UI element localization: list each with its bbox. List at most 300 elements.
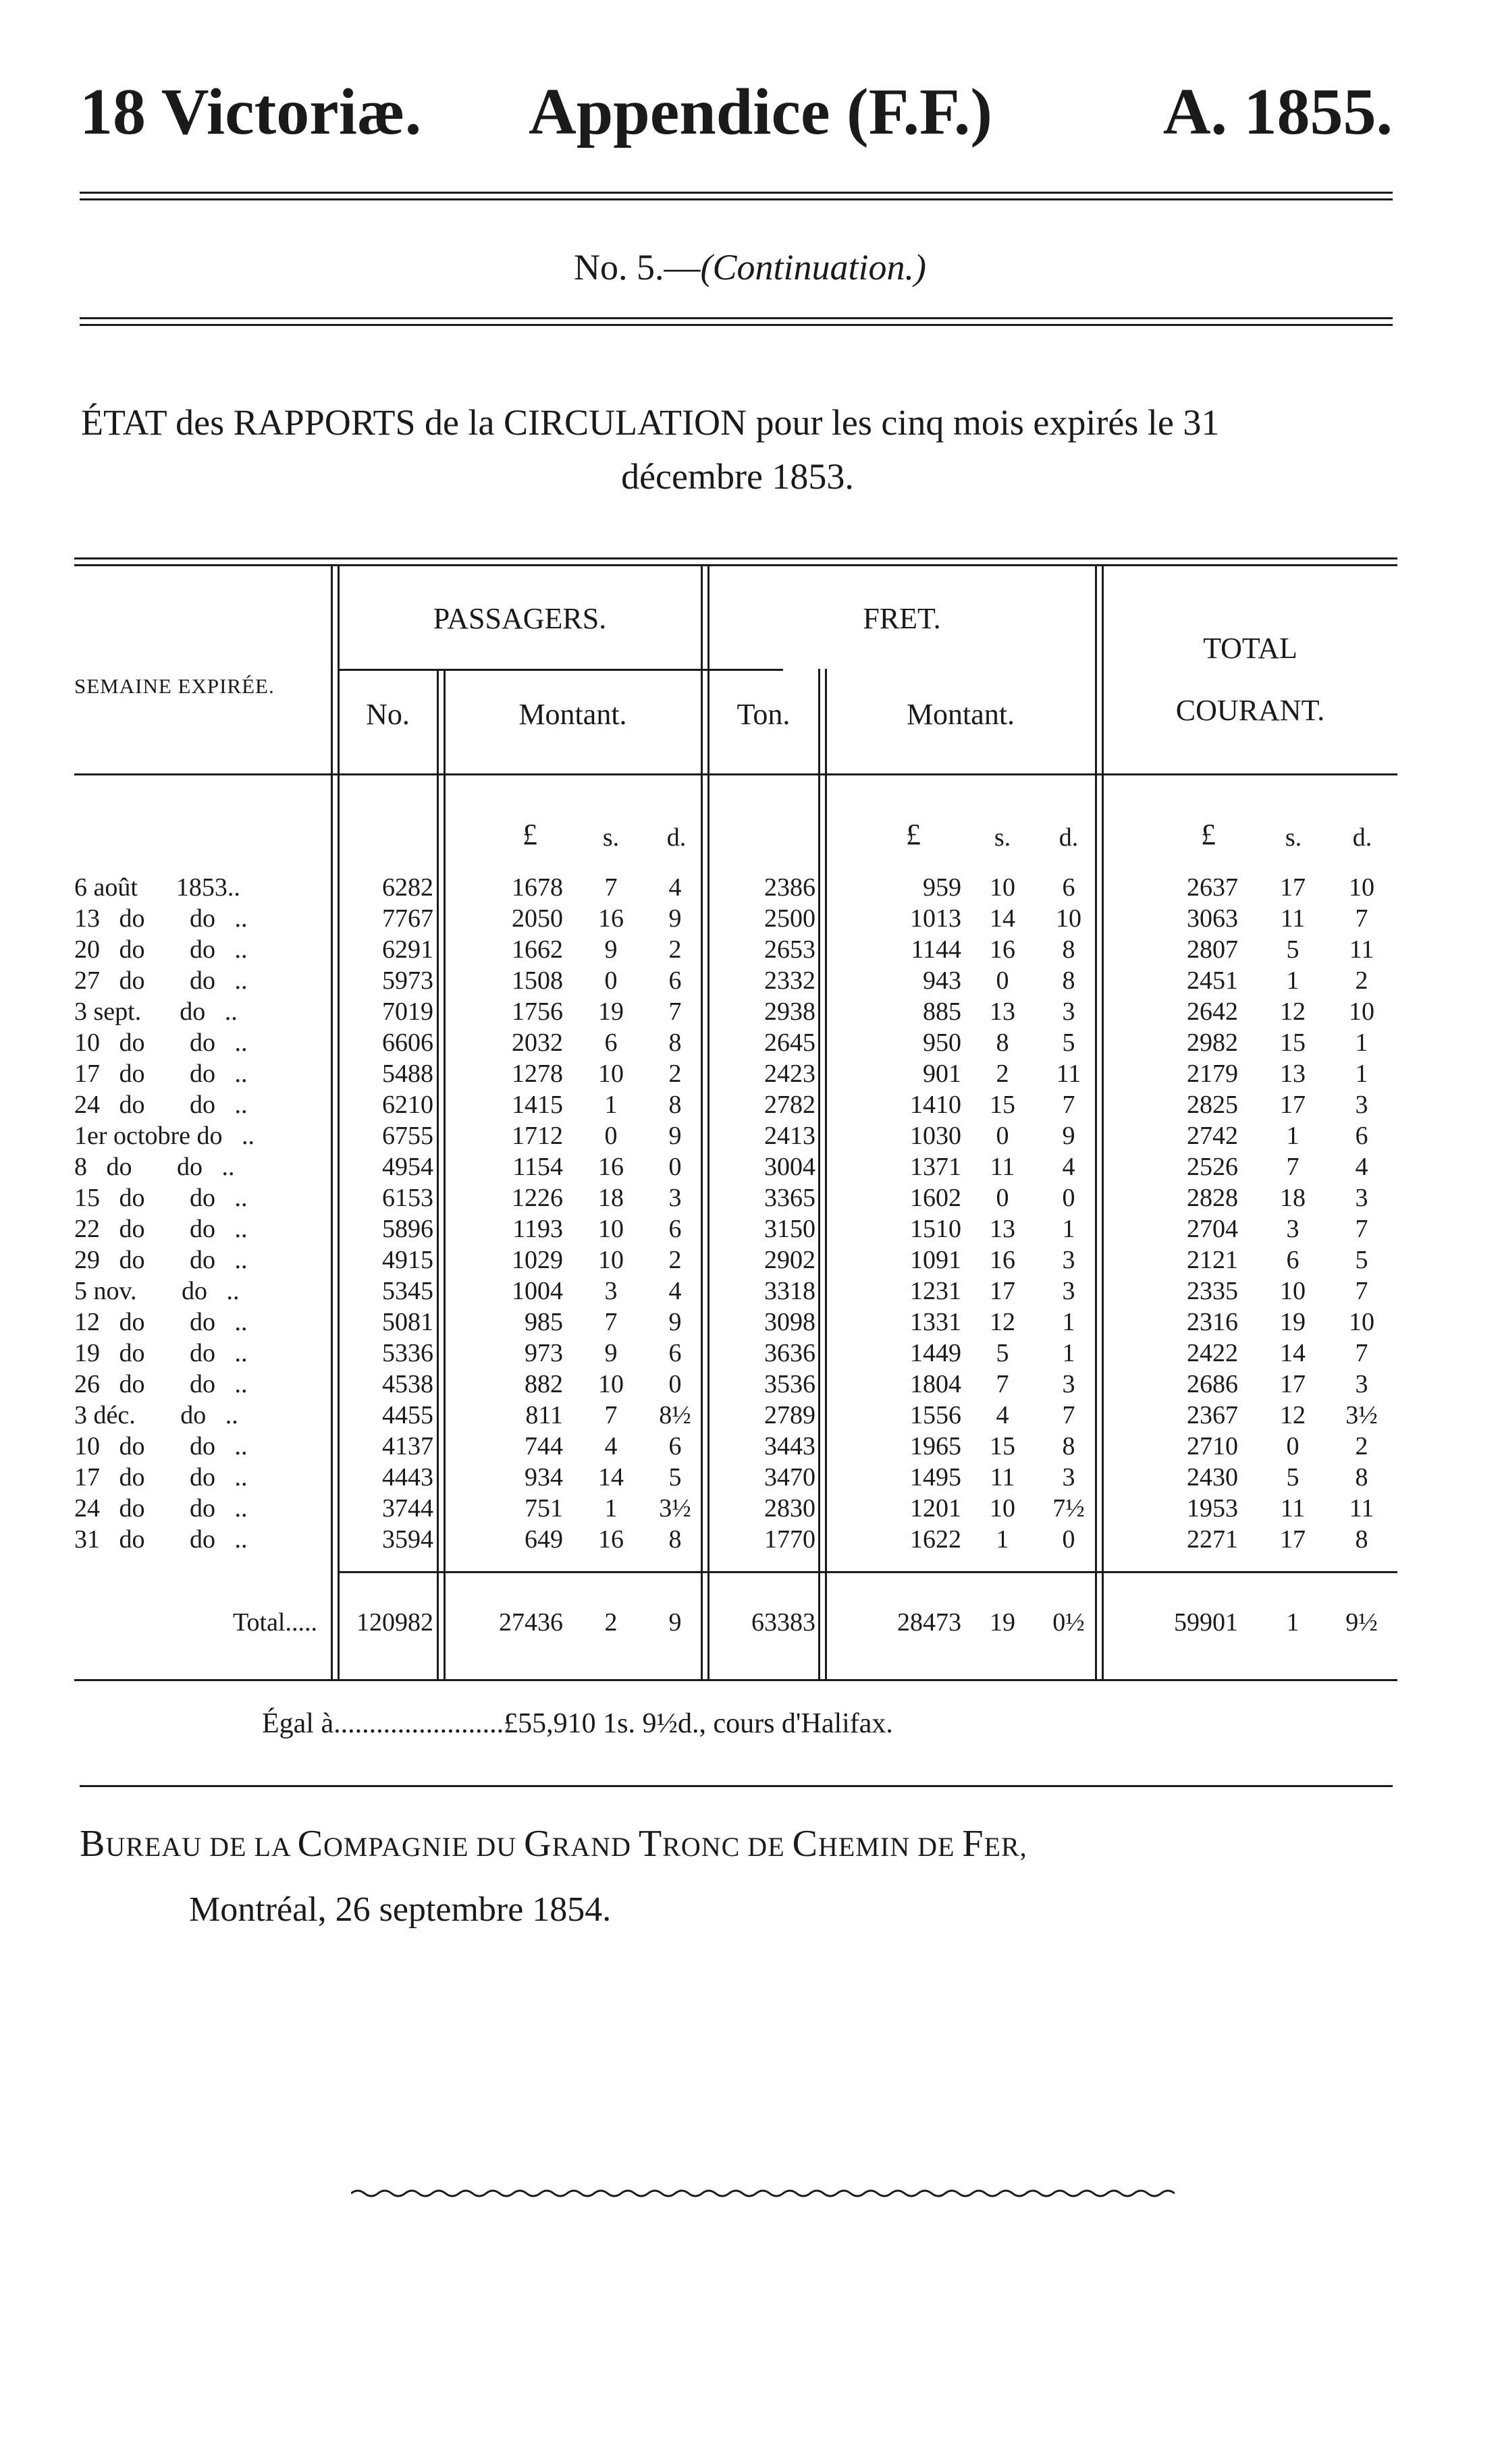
- table-row-t-l: 2121: [1187, 1246, 1238, 1274]
- table-row-f-l: 885: [923, 997, 961, 1026]
- table-row-f-s: 11: [990, 1153, 1015, 1181]
- office-initial-b: B: [80, 1823, 106, 1865]
- table-row-t-l: 2710: [1187, 1432, 1238, 1460]
- total-row-t-l: 59901: [1174, 1608, 1238, 1637]
- table-row-p-s: 10: [598, 1060, 624, 1088]
- table-row-f-l: 1331: [910, 1308, 961, 1336]
- table-row-week: 20 do do ..: [74, 935, 248, 964]
- total-row-f-l: 28473: [897, 1608, 961, 1637]
- table-row-p-l: 811: [525, 1401, 563, 1429]
- table-row-p-no: 3744: [382, 1494, 433, 1523]
- table-row-p-l: 2050: [512, 904, 563, 933]
- table-row-p-d: 8½: [659, 1401, 691, 1429]
- table-row-f-l: 901: [923, 1060, 961, 1088]
- table-row-f-l: 1602: [910, 1184, 961, 1212]
- table-row-f-ton: 3365: [764, 1184, 815, 1212]
- table-row-p-d: 2: [668, 1246, 682, 1274]
- table-row-t-d: 8: [1355, 1463, 1368, 1491]
- table-row-week: 13 do do ..: [74, 904, 248, 933]
- table-row-week: 29 do do ..: [74, 1246, 248, 1274]
- office-word-ompagnie-du: OMPAGNIE DU: [323, 1832, 525, 1862]
- unit-freight-pence: d.: [1059, 823, 1079, 852]
- header-rule-bottom: [80, 198, 1393, 200]
- table-row-t-l: 2742: [1187, 1122, 1238, 1150]
- table-row-week: 6 août 1853..: [74, 873, 240, 902]
- table-row-p-no: 5336: [382, 1339, 433, 1367]
- table-row-t-d: 2: [1355, 1432, 1368, 1460]
- col-header-week: SEMAINE EXPIRÉE.: [74, 674, 275, 698]
- table-row-week: 8 do do ..: [74, 1153, 235, 1181]
- table-row-t-l: 2422: [1187, 1339, 1238, 1367]
- table-row-p-d: 6: [668, 966, 682, 995]
- table-row-p-l: 649: [525, 1525, 563, 1554]
- table-row-t-s: 14: [1280, 1339, 1306, 1367]
- table-row-week: 27 do do ..: [74, 966, 248, 995]
- table-row-f-d: 1: [1062, 1308, 1075, 1336]
- table-row-f-d: 0: [1062, 1525, 1075, 1554]
- table-row-week: 3 sept. do ..: [74, 997, 238, 1026]
- table-row-f-ton: 2938: [764, 997, 815, 1026]
- table-row-t-s: 11: [1280, 1494, 1306, 1523]
- title-line-2: décembre 1853.: [621, 456, 854, 497]
- table-row-t-l: 2807: [1187, 935, 1238, 964]
- table-row-week: 24 do do ..: [74, 1494, 248, 1523]
- table-row-t-s: 12: [1280, 1401, 1306, 1429]
- table-row-p-no: 4443: [382, 1463, 433, 1491]
- table-row-p-d: 5: [668, 1463, 682, 1491]
- total-row-p-l: 27436: [499, 1608, 563, 1637]
- group-header-total-2: COURANT.: [1175, 694, 1325, 727]
- table-row-t-s: 17: [1280, 1091, 1306, 1119]
- table-row-week: 5 nov. do ..: [74, 1277, 240, 1305]
- table-row-f-l: 943: [923, 966, 961, 995]
- table-row-f-ton: 2782: [764, 1091, 815, 1119]
- table-row-f-s: 4: [996, 1401, 1009, 1429]
- closing-ornament: [351, 2185, 1175, 2201]
- header-year: A. 1855.: [1162, 76, 1393, 148]
- unit-total-pence: d.: [1352, 823, 1372, 852]
- table-row-p-no: 4538: [382, 1370, 433, 1398]
- table-rule-top-1: [74, 557, 1397, 559]
- total-row-t-d: 9½: [1345, 1608, 1378, 1637]
- table-row-p-l: 1678: [512, 873, 563, 902]
- table-row-p-l: 1756: [512, 997, 563, 1026]
- table-row-p-d: 0: [668, 1153, 682, 1181]
- table-row-f-l: 1449: [910, 1339, 961, 1367]
- table-row-t-l: 2828: [1187, 1184, 1238, 1212]
- table-row-f-d: 0: [1062, 1184, 1075, 1212]
- table-row-f-l: 1965: [910, 1432, 961, 1460]
- table-row-f-ton: 2423: [764, 1060, 815, 1088]
- vrule-pno-left: [437, 669, 439, 1679]
- table-row-f-l: 1144: [911, 935, 961, 964]
- equivalence-line: Égal à........................£55,910 1s. 9½d., cours d'Halifax.: [262, 1708, 893, 1739]
- table-row-f-s: 8: [996, 1029, 1009, 1057]
- office-word-ureau: UREAU: [105, 1832, 203, 1862]
- table-row-p-s: 14: [598, 1463, 624, 1491]
- table-row-f-d: 3: [1062, 1277, 1075, 1305]
- table-row-t-s: 0: [1286, 1432, 1300, 1460]
- table-row-p-no: 4954: [382, 1153, 433, 1181]
- number-rule-bottom: [80, 324, 1393, 326]
- office-initial-t: T: [638, 1823, 663, 1865]
- table-row-t-l: 3063: [1187, 904, 1238, 933]
- office-word-er: ER,: [984, 1832, 1027, 1862]
- table-row-p-s: 7: [604, 873, 618, 902]
- table-row-t-s: 3: [1286, 1215, 1300, 1243]
- table-row-p-d: 6: [668, 1215, 682, 1243]
- table-row-f-ton: 2386: [764, 873, 815, 902]
- unit-freight-pound: £: [906, 818, 921, 851]
- table-row-p-s: 0: [604, 1122, 618, 1150]
- table-row-p-s: 16: [598, 1525, 624, 1554]
- table-row-t-s: 7: [1286, 1153, 1300, 1181]
- table-row-t-d: 3½: [1345, 1401, 1378, 1429]
- table-row-f-l: 1013: [910, 904, 961, 933]
- table-row-f-ton: 3004: [764, 1153, 815, 1181]
- vrule-week-left: [331, 564, 333, 1679]
- table-row-p-no: 5973: [382, 966, 433, 995]
- table-row-t-l: 2451: [1187, 966, 1238, 995]
- table-row-p-s: 7: [604, 1308, 618, 1336]
- header-session: 18 Victoriæ.: [80, 76, 422, 148]
- running-header: [80, 74, 1393, 162]
- table-row-t-d: 8: [1355, 1525, 1368, 1554]
- table-row-f-l: 1030: [910, 1122, 961, 1150]
- col-header-freight-montant: Montant.: [906, 698, 1015, 731]
- table-row-f-ton: 2332: [764, 966, 815, 995]
- table-row-p-no: 5896: [382, 1215, 433, 1243]
- table-row-f-l: 1495: [910, 1463, 961, 1491]
- table-row-f-l: 1091: [910, 1246, 961, 1274]
- table-row-t-d: 10: [1349, 997, 1374, 1026]
- table-row-t-d: 7: [1355, 1215, 1368, 1243]
- vrule-pass-left: [701, 564, 703, 1679]
- table-row-p-no: 4455: [382, 1401, 433, 1429]
- table-row-t-l: 2686: [1187, 1370, 1238, 1398]
- table-row-p-d: 8: [668, 1525, 682, 1554]
- table-row-t-s: 6: [1286, 1246, 1300, 1274]
- group-rule-passengers-freight: [339, 669, 783, 671]
- table-row-t-s: 17: [1280, 1370, 1306, 1398]
- table-row-f-l: 1371: [910, 1153, 961, 1181]
- table-row-f-d: 3: [1062, 1246, 1075, 1274]
- table-row-week: 15 do do ..: [74, 1184, 248, 1212]
- table-row-t-s: 12: [1280, 997, 1306, 1026]
- table-row-f-ton: 3150: [764, 1215, 815, 1243]
- table-row-f-l: 959: [923, 873, 961, 902]
- table-row-t-l: 2526: [1187, 1153, 1238, 1181]
- table-row-p-d: 8: [668, 1029, 682, 1057]
- table-row-p-d: 9: [668, 904, 682, 933]
- table-row-week: 24 do do ..: [74, 1091, 248, 1119]
- table-row-p-l: 1415: [512, 1091, 563, 1119]
- table-row-t-l: 2271: [1187, 1525, 1238, 1554]
- continuation-label: (Continuation.): [700, 247, 926, 288]
- table-row-week: 10 do do ..: [74, 1432, 248, 1460]
- table-row-week: 26 do do ..: [74, 1370, 248, 1398]
- table-row-t-l: 2367: [1187, 1401, 1238, 1429]
- table-row-p-no: 7767: [382, 904, 433, 933]
- office-initial-c2: C: [792, 1823, 818, 1865]
- table-row-t-s: 1: [1286, 966, 1300, 995]
- table-row-f-l: 950: [923, 1029, 961, 1057]
- table-row-p-d: 3½: [659, 1494, 691, 1523]
- office-initial-g: G: [524, 1823, 552, 1865]
- table-row-p-no: 6755: [382, 1122, 433, 1150]
- table-row-p-s: 7: [604, 1401, 618, 1429]
- table-row-p-l: 1154: [512, 1153, 563, 1181]
- table-row-f-l: 1231: [910, 1277, 961, 1305]
- table-row-f-d: 1: [1062, 1339, 1075, 1367]
- table-row-p-no: 6282: [382, 873, 433, 902]
- table-row-f-l: 1622: [910, 1525, 961, 1554]
- table-row-t-d: 7: [1355, 904, 1368, 933]
- total-row-f-d: 0½: [1052, 1608, 1085, 1637]
- table-row-p-l: 973: [525, 1339, 563, 1367]
- table-row-t-l: 2179: [1187, 1060, 1238, 1088]
- table-row-t-d: 3: [1355, 1091, 1368, 1119]
- table-row-f-l: 1804: [910, 1370, 961, 1398]
- document-title: [81, 395, 1394, 503]
- table-row-t-d: 5: [1355, 1246, 1368, 1274]
- table-row-p-s: 10: [598, 1215, 624, 1243]
- table-row-p-d: 9: [668, 1308, 682, 1336]
- table-row-f-l: 1410: [910, 1091, 961, 1119]
- table-row-p-l: 1662: [512, 935, 563, 964]
- table-row-f-d: 11: [1056, 1060, 1081, 1088]
- table-row-f-s: 10: [990, 1494, 1015, 1523]
- unit-freight-shilling: s.: [994, 823, 1011, 852]
- table-row-t-l: 2637: [1187, 873, 1238, 902]
- table-row-t-l: 2316: [1187, 1308, 1238, 1336]
- table-row-f-s: 15: [990, 1091, 1015, 1119]
- table-row-t-s: 18: [1280, 1184, 1306, 1212]
- footer-rule: [80, 1785, 1393, 1787]
- table-row-p-l: 1029: [512, 1246, 563, 1274]
- table-row-f-s: 7: [996, 1370, 1009, 1398]
- table-row-t-d: 3: [1355, 1370, 1368, 1398]
- table-row-p-s: 18: [598, 1184, 624, 1212]
- table-row-f-l: 1556: [910, 1401, 961, 1429]
- office-word-hemin-de: HEMIN DE: [818, 1832, 963, 1862]
- table-row-week: 10 do do ..: [74, 1029, 248, 1057]
- table-row-week: 1er octobre do ..: [74, 1122, 255, 1150]
- col-header-passenger-montant: Montant.: [518, 698, 627, 731]
- table-row-p-s: 19: [598, 997, 624, 1026]
- table-row-week: 31 do do ..: [74, 1525, 248, 1554]
- table-rule-bottom: [74, 1679, 1397, 1681]
- table-row-p-d: 4: [668, 873, 682, 902]
- table-row-f-ton: 3636: [764, 1339, 815, 1367]
- table-row-p-l: 751: [525, 1494, 563, 1523]
- table-row-p-d: 4: [668, 1277, 682, 1305]
- table-row-t-l: 2430: [1187, 1463, 1238, 1491]
- table-row-p-l: 1712: [512, 1122, 563, 1150]
- table-row-p-d: 8: [668, 1091, 682, 1119]
- table-row-p-d: 7: [668, 997, 682, 1026]
- total-row-p-s: 2: [604, 1608, 618, 1637]
- issuing-office: [80, 1822, 1027, 1865]
- table-row-p-s: 10: [598, 1246, 624, 1274]
- table-row-f-d: 7: [1062, 1091, 1075, 1119]
- total-top-rule: [339, 1571, 1397, 1573]
- office-word-ronc-de: RONC DE: [662, 1832, 793, 1862]
- table-row-f-ton: 2830: [764, 1494, 815, 1523]
- table-row-t-d: 11: [1349, 1494, 1374, 1523]
- table-row-f-d: 6: [1062, 873, 1075, 902]
- table-row-f-d: 1: [1062, 1215, 1075, 1243]
- table-row-t-d: 7: [1355, 1277, 1368, 1305]
- vrule-fret-left: [1095, 564, 1097, 1679]
- table-row-t-s: 5: [1286, 935, 1300, 964]
- number-rule-top: [80, 317, 1393, 319]
- table-row-f-s: 16: [990, 935, 1015, 964]
- office-word-de-la: DE LA: [202, 1832, 298, 1862]
- total-row-p-d: 9: [668, 1608, 682, 1637]
- document-number-label: No. 5.—: [574, 247, 701, 288]
- table-row-p-s: 10: [598, 1370, 624, 1398]
- table-row-p-l: 1004: [512, 1277, 563, 1305]
- unit-total-pound: £: [1201, 818, 1216, 851]
- office-word-rand: RAND: [552, 1832, 639, 1862]
- table-row-week: 12 do do ..: [74, 1308, 248, 1336]
- table-row-p-no: 6606: [382, 1029, 433, 1057]
- table-row-f-s: 11: [990, 1463, 1015, 1491]
- table-row-f-d: 9: [1062, 1122, 1075, 1150]
- table-row-t-l: 2982: [1187, 1029, 1238, 1057]
- table-row-f-d: 3: [1062, 1370, 1075, 1398]
- table-row-t-d: 2: [1355, 966, 1368, 995]
- table-row-t-d: 4: [1355, 1153, 1368, 1181]
- col-header-passenger-no: No.: [366, 698, 410, 731]
- table-row-t-l: 2335: [1187, 1277, 1238, 1305]
- table-row-f-s: 13: [990, 1215, 1015, 1243]
- table-row-p-s: 0: [604, 966, 618, 995]
- traffic-returns-table: [74, 557, 1397, 1680]
- table-row-t-d: 1: [1355, 1060, 1368, 1088]
- table-row-t-l: 2825: [1187, 1091, 1238, 1119]
- total-row-f-s: 19: [990, 1608, 1015, 1637]
- table-row-t-d: 6: [1355, 1122, 1368, 1150]
- header-separator-rule: [74, 773, 1397, 775]
- table-row-f-s: 0: [996, 966, 1009, 995]
- table-row-p-d: 3: [668, 1184, 682, 1212]
- table-row-f-s: 1: [996, 1525, 1009, 1554]
- table-row-t-d: 7: [1355, 1339, 1368, 1367]
- title-line-1: ÉTAT des RAPPORTS de la CIRCULATION pour les cinq mois expirés le 31: [81, 402, 1220, 443]
- table-row-p-s: 16: [598, 1153, 624, 1181]
- table-row-f-ton: 3443: [764, 1432, 815, 1460]
- unit-total-shilling: s.: [1285, 823, 1302, 852]
- office-initial-f: F: [962, 1823, 984, 1865]
- table-row-f-ton: 1770: [764, 1525, 815, 1554]
- table-row-t-s: 10: [1280, 1277, 1306, 1305]
- table-row-week: 22 do do ..: [74, 1215, 248, 1243]
- table-row-f-d: 7: [1062, 1401, 1075, 1429]
- table-row-p-no: 4137: [382, 1432, 433, 1460]
- table-row-p-no: 6153: [382, 1184, 433, 1212]
- table-row-t-d: 1: [1355, 1029, 1368, 1057]
- table-row-f-s: 17: [990, 1277, 1015, 1305]
- table-row-p-no: 7019: [382, 997, 433, 1026]
- total-row-p-no: 120982: [356, 1608, 433, 1637]
- table-row-f-l: 1510: [910, 1215, 961, 1243]
- table-row-f-l: 1201: [910, 1494, 961, 1523]
- table-row-t-d: 11: [1349, 935, 1374, 964]
- place-and-date: Montréal, 26 septembre 1854.: [189, 1890, 612, 1929]
- table-row-f-d: 4: [1062, 1153, 1075, 1181]
- table-row-f-ton: 2902: [764, 1246, 815, 1274]
- table-row-f-d: 3: [1062, 1463, 1075, 1491]
- table-row-p-l: 1278: [512, 1060, 563, 1088]
- table-row-p-s: 6: [604, 1029, 618, 1057]
- group-header-total-1: TOTAL: [1203, 632, 1297, 665]
- table-row-f-ton: 3536: [764, 1370, 815, 1398]
- table-row-f-s: 14: [990, 904, 1015, 933]
- table-row-t-l: 1953: [1187, 1494, 1238, 1523]
- table-row-week: 19 do do ..: [74, 1339, 248, 1367]
- total-row-week: Total.....: [232, 1608, 317, 1637]
- table-row-f-s: 16: [990, 1246, 1015, 1274]
- table-row-t-s: 5: [1286, 1463, 1300, 1491]
- table-row-f-ton: 2413: [764, 1122, 815, 1150]
- table-row-f-d: 5: [1062, 1029, 1075, 1057]
- table-row-p-d: 0: [668, 1370, 682, 1398]
- table-row-t-d: 3: [1355, 1184, 1368, 1212]
- table-row-p-s: 9: [604, 935, 618, 964]
- table-row-f-s: 15: [990, 1432, 1015, 1460]
- table-row-f-d: 8: [1062, 1432, 1075, 1460]
- header-rule-top: [80, 192, 1393, 194]
- table-row-p-no: 5345: [382, 1277, 433, 1305]
- table-row-p-no: 4915: [382, 1246, 433, 1274]
- table-row-f-s: 13: [990, 997, 1015, 1026]
- table-rule-top-2: [74, 564, 1397, 566]
- table-row-p-s: 4: [604, 1432, 618, 1460]
- table-row-p-l: 882: [525, 1370, 563, 1398]
- group-header-passengers: PASSAGERS.: [433, 602, 607, 635]
- table-row-f-ton: 2789: [764, 1401, 815, 1429]
- table-row-p-l: 934: [525, 1463, 563, 1491]
- document-number: [0, 246, 1500, 288]
- table-row-p-s: 1: [604, 1091, 618, 1119]
- header-appendix: Appendice (F.F.): [529, 76, 993, 148]
- table-row-t-l: 2704: [1187, 1215, 1238, 1243]
- table-row-t-s: 11: [1280, 904, 1306, 933]
- table-row-p-s: 9: [604, 1339, 618, 1367]
- table-row-p-d: 2: [668, 1060, 682, 1088]
- table-row-f-d: 3: [1062, 997, 1075, 1026]
- vrule-ton-left: [818, 669, 820, 1679]
- table-row-f-ton: 3318: [764, 1277, 815, 1305]
- table-row-f-d: 7½: [1052, 1494, 1085, 1523]
- table-row-p-no: 6291: [382, 935, 433, 964]
- table-row-f-s: 10: [990, 873, 1015, 902]
- table-row-f-d: 10: [1056, 904, 1081, 933]
- table-row-t-d: 10: [1349, 1308, 1374, 1336]
- office-initial-c1: C: [297, 1823, 323, 1865]
- col-header-ton: Ton.: [736, 698, 791, 731]
- table-row-t-s: 19: [1280, 1308, 1306, 1336]
- unit-passenger-pence: d.: [666, 823, 687, 852]
- table-row-f-ton: 3098: [764, 1308, 815, 1336]
- table-row-f-s: 0: [996, 1184, 1009, 1212]
- table-row-p-d: 6: [668, 1339, 682, 1367]
- table-row-t-s: 15: [1280, 1029, 1306, 1057]
- table-row-f-ton: 2500: [764, 904, 815, 933]
- table-row-f-ton: 2653: [764, 935, 815, 964]
